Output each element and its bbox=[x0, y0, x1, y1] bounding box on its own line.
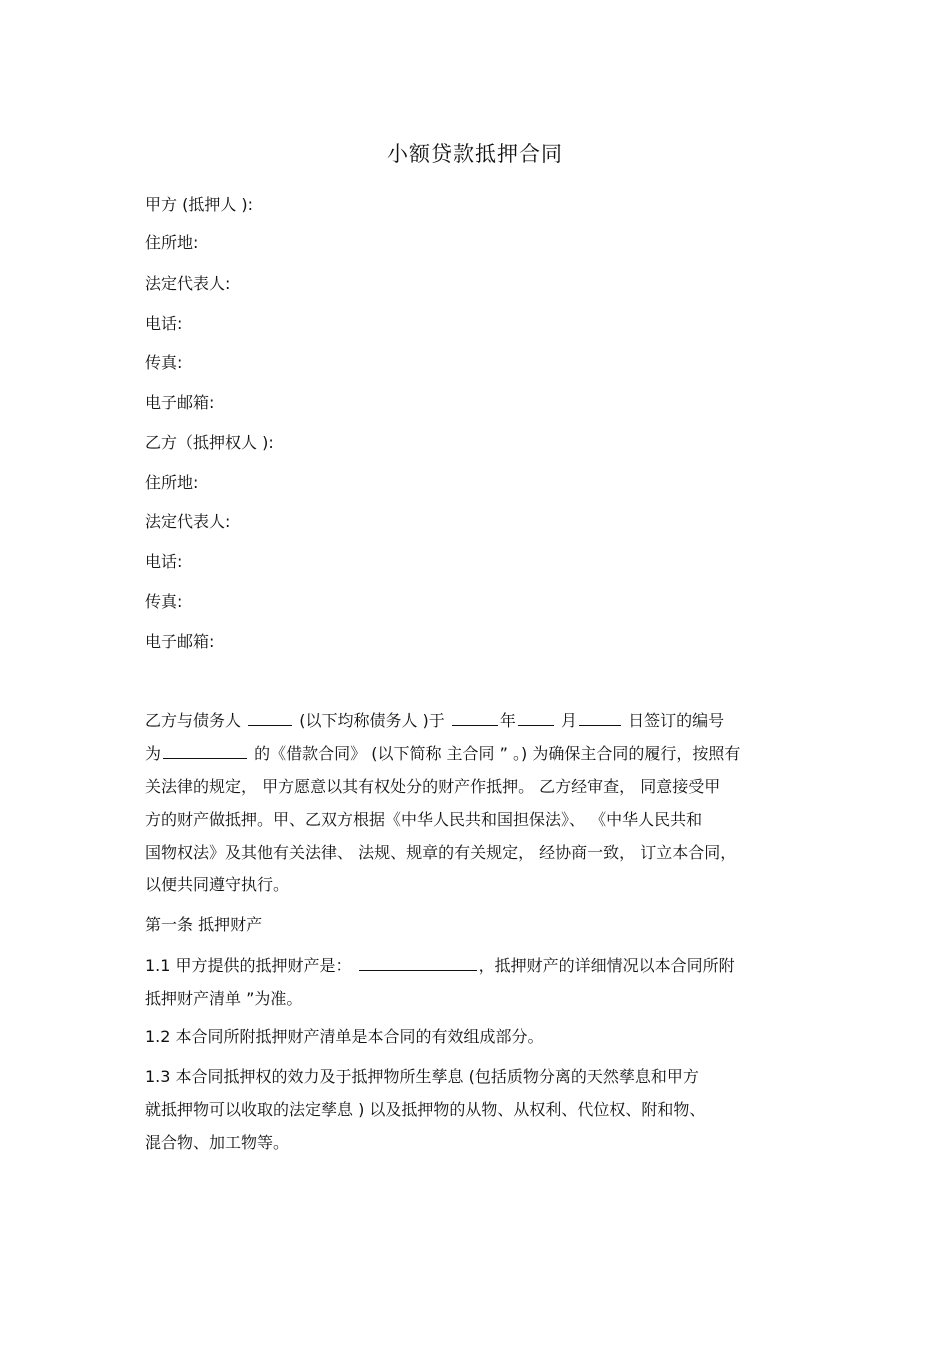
preamble-line-1 bbox=[145, 710, 724, 732]
debtor-blank bbox=[248, 711, 292, 726]
month-blank bbox=[518, 711, 554, 726]
party-a-email: 电子邮箱: bbox=[145, 393, 215, 412]
clause-text: 1.1 甲方提供的抵押财产是： bbox=[145, 956, 352, 975]
preamble-line-5: 国物权法》及其他有关法律、 法规、规章的有关规定， 经协商一致， 订立本合同， bbox=[145, 843, 737, 862]
preamble-line-2 bbox=[145, 743, 740, 765]
party-a-address: 住所地: bbox=[145, 233, 199, 252]
preamble-line-4: 方的财产做抵押。甲、乙双方根据《中华人民共和国担保法》、 《中华人民共和 bbox=[145, 810, 703, 829]
party-a-legal-rep: 法定代表人: bbox=[145, 274, 231, 293]
preamble-text: 月 bbox=[560, 711, 577, 730]
clause-1-1-line-2: 抵押财产清单 ”为准。 bbox=[145, 989, 303, 1008]
article-1-heading: 第一条 抵押财产 bbox=[145, 915, 263, 934]
preamble-text: (以下均称债务人 )于 bbox=[299, 711, 445, 730]
day-blank bbox=[579, 711, 621, 726]
party-a-label: 甲方 (抵押人 ): bbox=[145, 195, 254, 214]
party-a-phone: 电话: bbox=[145, 314, 183, 333]
clause-1-3-line-3: 混合物、加工物等。 bbox=[145, 1133, 290, 1152]
preamble-text: 的《借款合同》 (以下简称 主合同 ” 。) 为确保主合同的履行，按照有 bbox=[254, 744, 741, 763]
contract-number-blank bbox=[163, 744, 247, 759]
party-b-label: 乙方（抵押权人 ): bbox=[145, 433, 274, 452]
preamble-line-6: 以便共同遵守执行。 bbox=[145, 875, 290, 894]
collateral-blank bbox=[359, 956, 477, 971]
clause-1-3-line-2: 就抵押物可以收取的法定孳息 ) 以及抵押物的从物、从权利、代位权、附和物、 bbox=[145, 1100, 706, 1119]
document-title: 小额贷款抵押合同 bbox=[387, 142, 563, 166]
preamble-line-3: 关法律的规定， 甲方愿意以其有权处分的财产作抵押。 乙方经审查， 同意接受甲 bbox=[145, 777, 721, 796]
clause-1-2: 1.2 本合同所附抵押财产清单是本合同的有效组成部分。 bbox=[145, 1027, 544, 1046]
party-b-email: 电子邮箱: bbox=[145, 632, 215, 651]
clause-text: ，抵押财产的详细情况以本合同所附 bbox=[478, 956, 735, 975]
clause-1-3-line-1: 1.3 本合同抵押权的效力及于抵押物所生孳息 (包括质物分离的天然孳息和甲方 bbox=[145, 1067, 699, 1086]
party-b-fax: 传真: bbox=[145, 592, 183, 611]
clause-1-1-line-1 bbox=[145, 955, 735, 977]
year-blank bbox=[452, 711, 498, 726]
party-b-phone: 电话: bbox=[145, 552, 183, 571]
party-a-fax: 传真: bbox=[145, 353, 183, 372]
preamble-text: 乙方与债务人 bbox=[145, 711, 242, 730]
party-b-address: 住所地: bbox=[145, 473, 199, 492]
preamble-text: 日签订的编号 bbox=[628, 711, 725, 730]
party-b-legal-rep: 法定代表人: bbox=[145, 512, 231, 531]
preamble-text: 年 bbox=[499, 711, 516, 730]
preamble-text: 为 bbox=[145, 744, 162, 763]
